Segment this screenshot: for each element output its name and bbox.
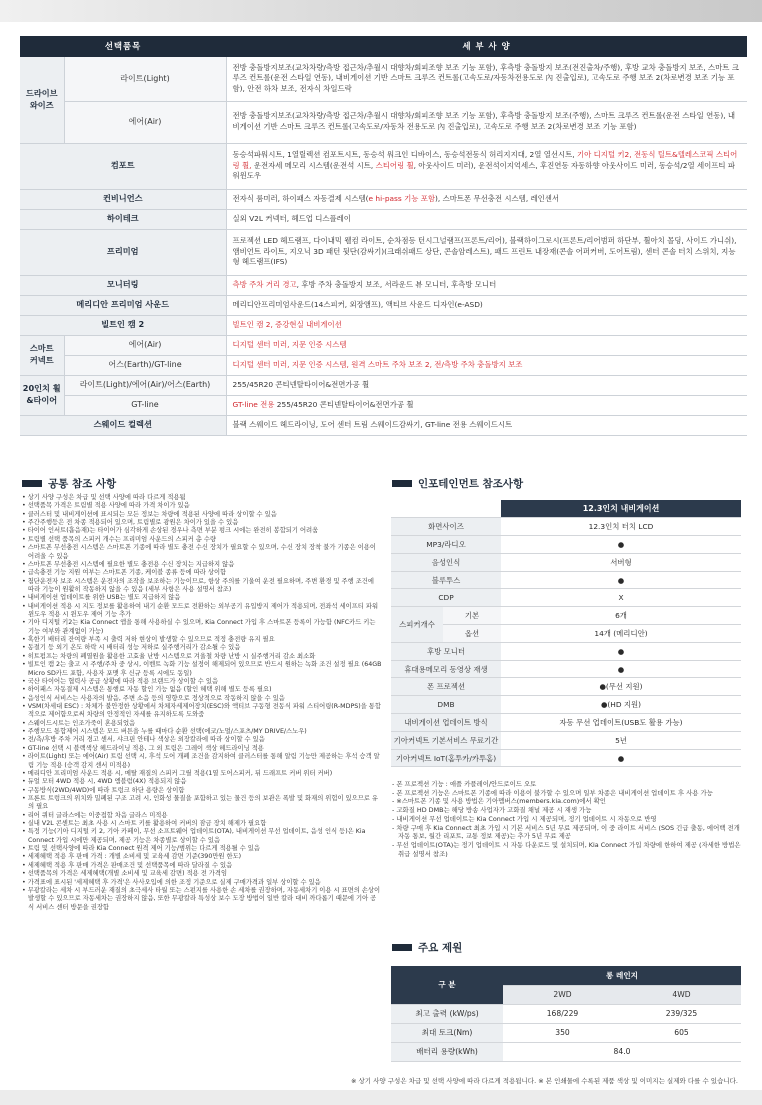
common-note-item: • 클러스터 및 내비게이션에 표시되는 모든 정보는 차량에 적용된 사양에 따라 상이할 수 있음: [22, 511, 382, 519]
infotainment-value: ●: [501, 749, 741, 767]
option-detail-text: 전방 충돌방지보조(교차차량/측방 접근차/추월시 대향차/회피조향 보조 기능 포함), 후측방 충돌방지 보조(전진출차/주행), 후방 교차 충돌방지 보조, 스마트 크루즈 컨트롤(운전 스타일 연동), 내비게이션 기반 스마트 크루즈 컨트롤(고속도로/자동차전용도로 內 진출입로), 고속도로 주행 보조 2(차로변경 보조 기능 포함), 안전 하차 보조, 전자식 차일드락: [232, 62, 739, 94]
option-detail-text: 전동식 틸트&텔레스코픽 스티어링 휠,: [232, 149, 738, 170]
common-note-item: • 무광칼라는 세차 시 부드러운 재질의 초극세사 타월 또는 스펀지를 사용한 손 세차를 권장하며, 자동세차기 이용 시 표면의 손상이 발생할 수 있으므로 자동세차는 권장하지 않음, 또한 무광칼라 특성상 보수 도장 방법이 일반 칼라 대비 까다롭기 때문에 기아 공식 서비스 센터 방문을 권장함: [22, 887, 382, 912]
infotainment-label: 음성인식: [391, 553, 501, 571]
specs-value-4wd: 239/325: [622, 1004, 741, 1023]
infotainment-row: [391, 518, 741, 536]
infotainment-label: 휴대용메모리 동영상 재생: [391, 660, 501, 678]
common-note-item: • 리어 쿼터 글라스에는 이중접합 차음 글라스 미적용: [22, 812, 382, 820]
specs-header-2wd: 2WD: [503, 985, 622, 1004]
footer-note: ※ 상기 사양 구성은 차급 및 선택 사양에 따라 다르게 적용됩니다. ※ 본 인쇄물에 수록된 제품 색상 및 이미지는 실제와 다를 수 있습니다.: [351, 1077, 738, 1085]
option-detail: [226, 395, 747, 415]
specs-row: [391, 1004, 741, 1023]
option-subcategory: 라이트(Light): [64, 57, 226, 101]
common-notes-title: 공통 참조 사항: [22, 476, 116, 491]
option-category: 하이테크: [20, 209, 226, 229]
infotainment-value: 14개 (메리디안): [501, 625, 741, 643]
infotainment-col-header: 12.3인치 내비게이션: [501, 500, 741, 518]
option-detail: [226, 295, 747, 315]
option-detail-text: 동승석파워시트, 1열릴렉션 컴포트시트, 동승석 워크인 디바이스, 동승석전동식 허리지지대, 2열 열선시트,: [232, 149, 578, 159]
infotainment-row: [391, 660, 741, 678]
common-note-item: • VSM(차세대 ESC) : 차체가 불안정한 상황에서 차체자세제어장치(ESC)와 액티브 구동형 전동식 파워 스티어링(R-MDPS)을 통합적으로 제어함으로써 차량의 안정적인 자세를 유지하도록 도와줌: [22, 703, 382, 720]
infotainment-note-item: - 내비게이션 무선 업데이트는 Kia Connect 가입 시 제공되며, 정기 업데이트 시 자동으로 반영: [392, 815, 742, 824]
infotainment-value: X: [501, 589, 741, 607]
common-note-item: • 가격표에 표시된 '세제혜택 후 가격'은 사사오입에 의한 조정 기준으로 실제 구매가격과 일부 상이할 수 있음: [22, 879, 382, 887]
option-detail-text: 디지털 센터 미러, 지문 인증 시스템, 원격 스마트 주차 보조 2, 전/측방 주차 충돌방지 보조: [232, 359, 523, 369]
option-category: 빌트인 캠 2: [20, 315, 226, 335]
infotainment-label: 내비게이션 업데이트 방식: [391, 714, 501, 732]
option-detail: [226, 101, 747, 143]
option-detail: [226, 143, 747, 189]
option-subcategory: GT-line: [64, 395, 226, 415]
specs-value-2wd: 350: [503, 1023, 622, 1042]
option-detail-text: 255/45R20 콘티넨탈타이어&전면가공 휠: [274, 399, 414, 409]
option-detail-text: ), 스마트폰 무선충전 시스템, 레인센서: [435, 193, 560, 203]
option-detail: [226, 315, 747, 335]
option-detail-text: 디지털 센터 미러, 지문 인증 시스템: [232, 339, 347, 349]
infotainment-label: DMB: [391, 696, 501, 714]
common-note-item: • 라이트(Light) 또는 에어(Air) 트림 선택 시, 후석 도어 개폐 조건을 감지하여 클러스터를 통해 알림 기능만 제공하는 후석 승객 알림 기능 적용 (승객 감지 센서 미적용): [22, 753, 382, 770]
common-note-item: • 프론트 트렁크의 위치와 밀폐된 구조 고려 시, 인화성 물질을 포함하고 있는 물건 등의 보관은 폭발 및 화재의 위험이 있으므로 유의 필요: [22, 795, 382, 812]
common-note-item: • 하이패스 자동결제 시스템은 통행료 자동 할인 기능 없음 (할인 혜택 위해 별도 등록 필요): [22, 686, 382, 694]
infotainment-row: [391, 678, 741, 696]
infotainment-note-item: - ※스마트폰 기종 및 사용 방법은 기아멤버스(members.kia.com)에서 확인: [392, 797, 742, 806]
option-category: 컨비니언스: [20, 189, 226, 209]
option-detail-text: 실외 V2L 커넥터, 헤드업 디스플레이: [232, 213, 351, 223]
options-row: [20, 395, 747, 415]
option-detail-text: 측방 주차 거리 경고: [232, 279, 297, 289]
option-detail-text: 스티어링 휠: [375, 160, 414, 170]
option-subcategory: 에어(Air): [64, 335, 226, 355]
common-note-item: • 전/측/후방 주차 거리 경고 센서, 샤크핀 안테나 색상은 외장칼라에 따라 상이할 수 있음: [22, 736, 382, 744]
options-row: [20, 295, 747, 315]
option-detail: [226, 375, 747, 395]
option-category: 드라이브 와이즈: [20, 57, 64, 143]
infotainment-row: [391, 749, 741, 767]
option-category: 프리미엄: [20, 229, 226, 275]
infotainment-table: [391, 500, 741, 767]
infotainment-row: [391, 625, 741, 643]
common-note-item: • 국산 타이어는 협력사 공급 상황에 따라 적용 브랜드가 상이할 수 있음: [22, 678, 382, 686]
specs-title: 주요 제원: [392, 940, 462, 955]
option-detail: [226, 229, 747, 275]
common-note-item: • 주행모드 통합제어 시스템은 모드 버튼을 누를 때마다 순환 선택(에코/노멀/스포츠/MY DRIVE/스노우): [22, 728, 382, 736]
infotainment-row: [391, 642, 741, 660]
common-note-item: • 세제혜택 적용 후 판매 가격 : 개별 소비세 및 교육세 감면 기준(390만원 한도): [22, 853, 382, 861]
infotainment-value: ●(HD 지원): [501, 696, 741, 714]
infotainment-row: [391, 696, 741, 714]
infotainment-value: 6개: [501, 607, 741, 625]
common-note-item: • 스마트폰 무선충전 시스템은 스마트폰 기종에 따라 별도 충전 수신 장치가 필요할 수 있으며, 수신 장치 장착 불가 기종은 이용이 어려울 수 있음: [22, 544, 382, 561]
common-note-item: • 상기 사양 구성은 차급 및 선택 사양에 따라 다르게 적용됨: [22, 494, 382, 502]
specs-value-2wd: 168/229: [503, 1004, 622, 1023]
options-row: [20, 101, 747, 143]
common-note-item: • 구동방식(2WD/4WD)에 따라 트렁크 하단 용량은 상이함: [22, 787, 382, 795]
specs-header-label: 구 분: [391, 966, 503, 1004]
option-detail-text: 빌트인 캠 2, 증강현실 내비게이션: [232, 319, 342, 329]
infotainment-sublabel: 옵션: [443, 625, 501, 643]
options-row: [20, 143, 747, 189]
common-note-item: • 동절기 등 외기 온도 하락 시 배터리 성능 저하로 실주행거리가 감소될 수 있음: [22, 644, 382, 652]
option-detail-text: 프로젝션 LED 헤드램프, 다이내믹 웰컴 라이트, 순차점등 턴시그널램프(프론트/리어), 블랙하이그로시(프론트/리어범퍼 하단부, 휠아치 몰딩, 사이드 가니쉬), 앰비언트 라이트, 지오닉 3D 패턴 뒷단(감싸기)(크래쉬패드 상단, 콘솔암레스트), 패드 프린트 내장재(콘솔 어퍼커버, 도어트림), 센터 콘솔 터치 스위치, 지능형 헤드램프(IFS): [232, 235, 737, 267]
common-note-item: • 빌트인 캠 2는 출고 시 주행/주차 중 상시, 이벤트 녹화 기능 설정이 해제되어 있으므로 반드시 원하는 녹화 조건 설정 필요 (64GB Micro SD카드 포함, 사용자 포맷 후 신규 등록 시에도 동일): [22, 661, 382, 678]
specs-value: 84.0: [503, 1042, 741, 1061]
common-note-item: • 혹한기 배터리 잔여량 부족 시 출력 저하 현상이 발생할 수 있으므로 적정 충전량 유지 필요: [22, 636, 382, 644]
infotainment-note-item: - 차량 구매 후 Kia Connect 최초 가입 시 기본 서비스 5년 무료 제공되며, 이 중 라이트 서비스 (SOS 긴급 출동, 에어백 전개 자동 통보, 월간 리포트, 교통 정보 제공)는 추가 5년 무료 제공: [392, 824, 742, 841]
infotainment-notes-list: [392, 780, 742, 858]
option-subcategory: 어스(Earth)/GT-line: [64, 355, 226, 375]
options-row: [20, 209, 747, 229]
infotainment-value: 자동 무선 업데이트(USB도 활용 가능): [501, 714, 741, 732]
option-detail-text: GT-line 전용: [232, 399, 275, 409]
common-note-item: • 스마트폰 무선충전 시스템에 필요한 별도 충전용 수신 장치는 지급하지 않음: [22, 561, 382, 569]
options-row: [20, 275, 747, 295]
infotainment-label: CDP: [391, 589, 501, 607]
common-notes-list: [22, 494, 382, 912]
infotainment-row: [391, 607, 741, 625]
infotainment-value: ●: [501, 660, 741, 678]
specs-row: [391, 1042, 741, 1061]
specs-value-4wd: 605: [622, 1023, 741, 1042]
option-category: 스웨이드 컬렉션: [20, 415, 226, 435]
option-detail: [226, 57, 747, 101]
options-row: [20, 355, 747, 375]
infotainment-note-item: - 무선 업데이트(OTA)는 정기 업데이트 시 자동 다운로드 및 설치되며, Kia Connect 가입 차량에 한하여 제공 (자세한 방법은 취급 설명서 참조): [392, 841, 742, 858]
infotainment-note-item: - 고화질 HD DMB는 해당 방송 사업자가 고화질 채널 제공 시 재생 가능: [392, 806, 742, 815]
options-row: [20, 415, 747, 435]
common-note-item: • 듀얼 모터 4WD 적용 시, 4WD 엠블럼(4X) 적용되지 않음: [22, 778, 382, 786]
infotainment-value: ●: [501, 536, 741, 554]
options-row: [20, 315, 747, 335]
option-detail: [226, 415, 747, 435]
common-note-item: • 첨단운전자 보조 시스템은 운전자의 조작을 보조하는 기능이므로, 항상 주의를 기울여 운전 필요하며, 주변 환경 및 주행 조건에 따라 기능이 원활히 작동하지 않을 수 있음 (세부 사항은 사용 설명서 참조): [22, 578, 382, 595]
infotainment-row: [391, 536, 741, 554]
option-detail-text: e hi-pass 기능 포함: [368, 193, 435, 203]
specs-label: 최고 출력 (kW/ps): [391, 1004, 503, 1023]
option-detail: [226, 209, 747, 229]
specs-label: 배터리 용량(kWh): [391, 1042, 503, 1061]
option-detail-text: 블랙 스웨이드 헤드라이닝, 도어 센터 트림 스웨이드감싸기, GT-line 전용 스웨이드시트: [232, 419, 513, 429]
infotainment-row: [391, 571, 741, 589]
common-note-item: • 기아 디지털 키2는 Kia Connect 앱을 통해 사용하실 수 있으며, Kia Connect 가입 후 스마트폰 등록이 가능함 (NFC카드 키는 기능 여부와 관계없이 가능): [22, 619, 382, 636]
infotainment-row: [391, 553, 741, 571]
options-table: [20, 36, 747, 436]
options-row: [20, 375, 747, 395]
common-note-item: • 히트펌프는 차량의 폐열원을 활용한 고효율 난방 시스템으로 겨울철 차량 난방 시 실주행거리 감소 최소화: [22, 653, 382, 661]
option-detail-text: 기아 디지털 키2,: [577, 149, 632, 159]
common-note-item: • 내비게이션 업데이트를 위한 USB는 별도 지급하지 않음: [22, 594, 382, 602]
infotainment-value: ●: [501, 571, 741, 589]
common-note-item: • 특정 기능(기아 디지털 키 2, 기아 카페이, 무선 소프트웨어 업데이트(OTA), 내비게이션 무선 업데이트, 음성 인식 등)은 Kia Connect 가입 시에만 제공되며, 제공 기능은 차종별로 상이할 수 있음: [22, 828, 382, 845]
options-row: [20, 229, 747, 275]
infotainment-label: MP3/라디오: [391, 536, 501, 554]
specs-label: 최대 토크(Nm): [391, 1023, 503, 1042]
option-category: 컴포트: [20, 143, 226, 189]
option-detail: [226, 355, 747, 375]
infotainment-value: ●(무선 지원): [501, 678, 741, 696]
common-note-item: • 급속충전 기능 지원 여부는 스마트폰 기종, 케이블 종류 등에 따라 상이함: [22, 569, 382, 577]
infotainment-value: 서버형: [501, 553, 741, 571]
common-note-item: • 트림 및 선택사양에 따라 Kia Connect 원격 제어 기능/범위는 다르게 적용될 수 있음: [22, 845, 382, 853]
common-note-item: • GT-line 선택 시 블랙색상 헤드라이닝 적용, 그 외 트림은 그레이 색상 헤드라이닝 적용: [22, 745, 382, 753]
options-header-col2: 세 부 사 양: [226, 36, 747, 57]
option-detail: [226, 189, 747, 209]
infotainment-note-item: - 폰 프로젝션 기능 : 애플 카플레이/안드로이드 오토: [392, 780, 742, 789]
common-note-item: • 선택품목의 가격은 세제혜택(개별 소비세 및 교육세 감면) 적용 전 가격임: [22, 870, 382, 878]
footer-band: [0, 1090, 762, 1105]
option-detail-text: 전자식 룸미러, 하이패스 자동결제 시스템(: [232, 193, 369, 203]
options-row: [20, 189, 747, 209]
option-detail: [226, 275, 747, 295]
option-detail-text: 운전자세 메모리 시스템(운전석 시트,: [251, 160, 376, 170]
specs-header-4wd: 4WD: [622, 985, 741, 1004]
section-bar-icon: [392, 480, 412, 487]
infotainment-value: ●: [501, 642, 741, 660]
specs-table: [391, 966, 741, 1062]
section-bar-icon: [392, 944, 412, 951]
infotainment-label: 스피커개수: [391, 607, 443, 643]
option-detail-text: , 후방 주차 충돌방지 보조, 서라운드 뷰 모니터, 후측방 모니터: [296, 279, 497, 289]
option-category: 20인치 휠 &타이어: [20, 375, 64, 415]
top-band: [0, 0, 762, 22]
infotainment-sublabel: 기본: [443, 607, 501, 625]
infotainment-value: 12.3인치 터치 LCD: [501, 518, 741, 536]
common-note-item: • 세제혜택 적용 후 판매 가격은 판매조건 및 선택품목에 따라 달라질 수 있음: [22, 862, 382, 870]
infotainment-title: 인포테인먼트 참조사항: [392, 476, 523, 491]
infotainment-label: 화면사이즈: [391, 518, 501, 536]
common-note-item: • 음성인식 서비스는 사용자의 발음, 주변 소음 등의 영향으로 정상적으로 작동하지 않을 수 있음: [22, 695, 382, 703]
options-row: [20, 335, 747, 355]
common-note-item: • 실내 V2L 콘센트는 최초 사용 시 스마트 키를 활용하여 커버의 잠금 장치 해제가 필요함: [22, 820, 382, 828]
common-note-item: • 주간주행등은 전 차종 적용되어 있으며, 트림별로 광원은 차이가 있을 수 있음: [22, 519, 382, 527]
option-detail: [226, 335, 747, 355]
options-row: [20, 57, 747, 101]
common-note-item: • 메리디안 프리미엄 사운드 적용 시, 메탈 재질의 스피커 그릴 적용(1열 도어스피커, 뒤 드래프트 커버 위터 커버): [22, 770, 382, 778]
option-detail-text: 255/45R20 콘티넨탈타이어&전면가공 휠: [232, 379, 370, 389]
infotainment-label: 기아커넥트 IoT(홈투카/카투홈): [391, 749, 501, 767]
infotainment-note-item: - 폰 프로젝션 기능은 스마트폰 기종에 따라 이용이 불가할 수 있으며 일부 차종은 내비게이션 업데이트 후 사용 가능: [392, 789, 742, 798]
infotainment-label: 폰 프로젝션: [391, 678, 501, 696]
infotainment-row: [391, 731, 741, 749]
option-subcategory: 에어(Air): [64, 101, 226, 143]
specs-header-model: 롱 레인지: [503, 966, 741, 985]
specs-row: [391, 1023, 741, 1042]
options-header-col1: 선택품목: [20, 36, 226, 57]
option-detail-text: , 아웃사이드 미러), 운전석이지억세스, 후진연동 자동하향 아웃사이드 미러, 동승석/2열 세이프티 파워윈도우: [232, 160, 736, 181]
infotainment-row: [391, 714, 741, 732]
infotainment-label: 기아커넥트 기본서비스 무료기간: [391, 731, 501, 749]
infotainment-value: 5년: [501, 731, 741, 749]
option-subcategory: 라이트(Light)/에어(Air)/어스(Earth): [64, 375, 226, 395]
infotainment-label: 블루투스: [391, 571, 501, 589]
common-note-item: • 타이어 인서트(흡음재)는 타이어가 심각하게 손상된 경우나 측면 부분 펑크 시에는 완전히 봉합되기 어려움: [22, 527, 382, 535]
option-category: 스마트 커넥트: [20, 335, 64, 375]
common-note-item: • 내비게이션 적용 시 지도 정보를 활용하여 내기 순환 모드로 전환하는 외부공기 유입방지 제어가 적용되며, 전좌석 세이프티 파워윈도우 적용 시 윈도우 제어 기능 추가: [22, 603, 382, 620]
option-category: 메리디안 프리미엄 사운드: [20, 295, 226, 315]
option-detail-text: 메리디안프리미엄사운드(14스피커, 외장앰프), 액티브 사운드 디자인(e-ASD): [232, 299, 483, 309]
infotainment-row: [391, 589, 741, 607]
option-detail-text: 전방 충돌방지보조(교차차량/측방 접근차/추월시 대향차/회피조향 보조 기능 포함), 후측방 충돌방지 보조(주행), 스마트 크루즈 컨트롤(운전 스타일 연동), 내비게이션 기반 스마트 크루즈 컨트롤(고속도로/자동차 전용도로 內 진출입로), 고속도로 주행 보조 2(차로변경 보조 기능 포함): [232, 111, 736, 131]
option-category: 모니터링: [20, 275, 226, 295]
common-note-item: • 선택품목 가격은 트림별 적용 사양에 따라 가격 차이가 있음: [22, 502, 382, 510]
section-bar-icon: [22, 480, 42, 487]
infotainment-label: 후방 모니터: [391, 642, 501, 660]
common-note-item: • 스웨이드시트는 인조가죽이 혼용되었음: [22, 720, 382, 728]
common-note-item: • 트림별 선택 품목의 스피커 개수는 프리미엄 사운드의 스피커 총 수량: [22, 536, 382, 544]
